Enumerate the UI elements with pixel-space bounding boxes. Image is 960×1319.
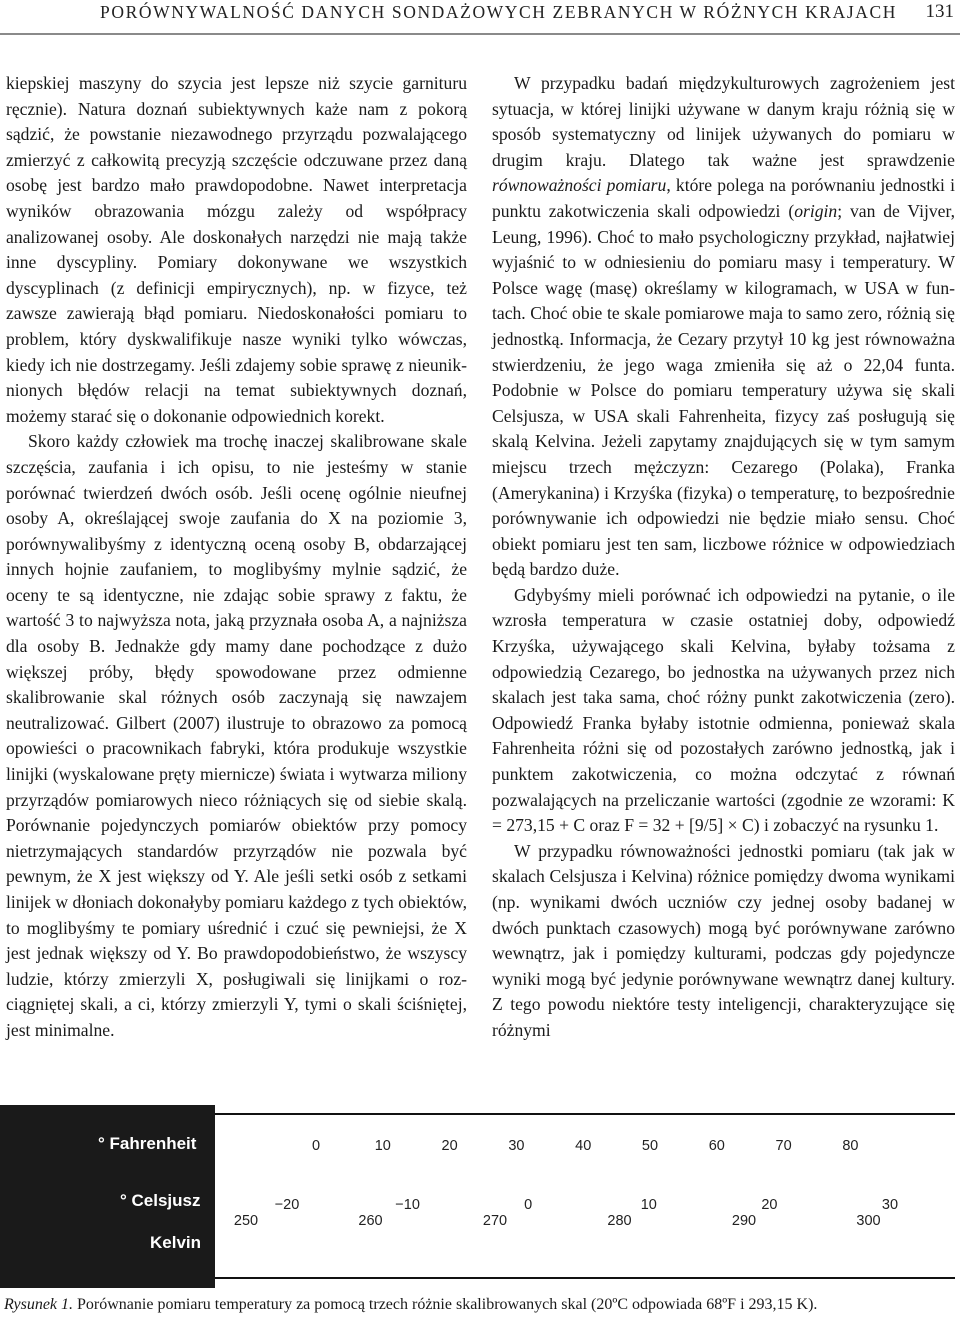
fahrenheit-tick-4: 40 [575, 1138, 592, 1154]
celsius-tick-4: 20 [761, 1197, 778, 1213]
right-p1-text-b: , które polega na porównaniu jednostki i punktu zakotwiczenia skali odpowiedzi ( [492, 175, 956, 221]
celsius-tick-2: 0 [524, 1197, 533, 1213]
header-title: PORÓWNYWALNOŚĆ DANYCH SONDAŻOWYCH ZEBRANYCH W RÓŻNYCH KRAJACH [100, 2, 897, 22]
right-p1-emphasis: równoważności pomiaru [492, 175, 667, 196]
right-paragraph-3: W przypadku równoważności jednostki pomiaru (tak jak w skalach Celsjusza i Kelvina) różnice pomiędzy dwoma wynikami (np. wynikami dwóch uczniów czy jednej osoby badanej w dwóch punktach czasowych) mogą być porównywane zarówno wewnątrz, jak i pomiędzy kulturami, podczas gdy pojedyncze wyniki mogą być jedynie porównywane wewnątrz danej kultury. Z tego powodu niektóre testy inteligencji, charakteryzujące się różnymi [492, 840, 955, 1040]
kelvin-ticks [234, 1213, 881, 1229]
right-p1-text-a: W przypadku badań międzykulturowych zagrożeniem jest sytuacja, w której linijki używane w danym kraju różnią się w sposób systematyczny od linijek używanych do pomiaru w drugim kraju. Dlatego tak ważne jest sprawdzenie [492, 73, 955, 170]
fahrenheit-tick-6: 60 [708, 1138, 725, 1154]
fahrenheit-tick-8: 80 [842, 1138, 859, 1154]
temperature-scales-svg [0, 1105, 960, 1290]
celsius-tick-0: −20 [274, 1197, 300, 1213]
kelvin-tick-1: 260 [358, 1213, 383, 1229]
fahrenheit-label: ° Fahrenheit [98, 1134, 197, 1153]
celsius-tick-3: 10 [640, 1197, 657, 1213]
right-paragraph-2: Gdybyśmy mieli porównać ich odpowiedzi na pytanie, o ile wzrosła temperatura w czasie ostatniej doby, odpowiedź Krzyśka, używającego skali Kelvina, byłaby tożsama z odpowiedzią Cezarego, bo jednostka na używanych przez nich skalach jest taka sama, choć różny punkt zakotwiczenia (zero). Odpowiedź Franka byłaby istotnie odmienna, ponieważ skala Fahrenheita różni się od pozostałych zarówno jednostką, jak i punktem zakotwiczenia, co można odczytać z równań pozwalających na przeliczanie wartości (zgodnie ze wzorami: K = 273,15 + C oraz F = 32 + [9/5] × C) i zobaczyć na rysunku 1. [492, 584, 955, 836]
celsius-tick-1: −10 [395, 1197, 420, 1213]
kelvin-tick-4: 290 [731, 1213, 757, 1229]
caption-label: Rysunek 1. [4, 1296, 74, 1313]
fahrenheit-tick-1: 10 [374, 1138, 391, 1154]
left-column [6, 71, 467, 1044]
kelvin-tick-3: 280 [607, 1213, 632, 1229]
page-number: 131 [925, 1, 954, 22]
kelvin-tick-0: 250 [233, 1213, 259, 1229]
left-paragraph-2: Skoro każdy człowiek ma trochę inaczej skalibrowane skale szczęścia, zaufania i ich opisu, to nie jesteśmy w stanie porównać twierdzeń dwóch osób. Jeśli ocenę ogólnie nieufnej osoby A, określającej swoje zaufania do X na poziomie 3, porównywalibyśmy z identyczną oceną osoby B, obdarzającej innych hojnie zaufaniem, to moglibyśmy mylnie sądzić, że oceny te są identyczne, nie zdając sobie sprawy z faktu, że wartość 3 to najwyższa nota, jaką przyznała osoba A, a najniższa dla osoby B. Jednakże gdy mamy dane pochodzące z dużo większej próby, błędy spowodowane przez odmienne skalibrowanie skal różnych osób zaczynają się nawzajem neutralizować. Gilbert (2007) ilustruje to obrazowo za pomocą opowieści o pracownikach fabryki, która produkuje wszystkie linijki (wyskalowane pręty miernicze) świata i wytwarza miliony przyrządów pomiarowych nieco różniących się od siebie skalą. Porównanie pojedynczych pomiarów obiektów przy pomocy nietrzymających standardów przyrządów nie pozwala być pewnym, że X jest większy od Y. Ale jeśli setki osób z setkami linijek w dłoniach dokonałyby pomiaru każdego z tych obiektów, to moglibyśmy te pomiary uśrednić i czuć się pewniejsi, że X jest jednak większy od Y. Bo prawdopodobieństwo, że wszyscy ludzie, którzy zmierzyli X, posługiwali się linijkami o rozciągniętej skali, a ci, którzy zmierzyli Y, tymi o skali ściśniętej, jest minimalne. [6, 431, 467, 1040]
kelvin-tick-5: 300 [856, 1213, 881, 1229]
fahrenheit-tick-5: 50 [641, 1138, 659, 1154]
header-rule [0, 33, 960, 35]
fahrenheit-tick-0: 0 [311, 1138, 321, 1154]
celsius-tick-5: 30 [881, 1197, 899, 1213]
celsius-label: ° Celsjusz [120, 1191, 201, 1210]
right-p1-origin: origin [794, 200, 838, 221]
kelvin-tick-2: 270 [482, 1213, 508, 1229]
right-p1-text-c: ; van de Vijver, Leung, 1996). Choć to mało psychologiczny przykład, najłatwiej wyjaśnić to w odniesieniu do pomiaru masy i temperatury. W Polsce wagę (masę) określamy w kilogramach, w USA w funtach. Choć obie te skale pomiarowe maja to samo zero, różnią się jednostką. Informacja, że Cezary przytył 10 kg jest równoważna stwierdzeniu, że jego waga zmieniła się aż o 22,04 funta. Podobnie w Polsce do pomiaru temperatury używa się skali Celsjusza, w USA skali Fahrenheita, fizycy zaś posługują się skalą Kelvina. Jeżeli zapytamy znajdujących się w tym samym miejscu trzech mężczyzn: Cezarego (Polaka), Franka (Amerykanina) i Krzyśka (fizyka) o temperaturę, to bezpośrednie porównywanie ich odpowiedzi nie będzie miało sensu. Choć obiekt pomiaru jest ten sam, liczbowe różnice w odpowiedziach będą bardzo duże. [492, 200, 956, 580]
figure-caption [4, 1296, 960, 1314]
right-paragraph-1 [492, 71, 955, 583]
celsius-ticks [275, 1197, 898, 1213]
fahrenheit-ticks [312, 1138, 859, 1154]
running-header [0, 0, 960, 34]
left-paragraph-1: kiepskiej maszyny do szycia jest lepsze niż szycie garnituru ręcznie). Natura doznań subiektywnych każe nam z pokorą sądzić, że powstanie niezawodnego przyrządu pozwalającego zmierzyć z całkowitą precyzją szczęście odczuwane przez daną osobę jest bardzo mało prawdopodobne. Nawet interpretacja wyników obrazowania mózgu zależy od współpracy analizowanej osoby. Ale doskonałych narzędzi nie mają także inne dyscypliny. Pomiary dokonywane we wszystkich dyscyplinach (z definicji empirycznych), np. w fizyce, też zawsze zawierają błąd pomiaru. Niedoskonałości pomiaru to problem, który dyskwalifikuje nasze wyniki tylko wówczas, kiedy ich nie dostrzegamy. Jeśli zdajemy sobie sprawę z nieuniknionych błędów relacji na temat subiektywnych doznań, możemy starać się o dokonanie odpowiednich korekt. [6, 73, 467, 426]
kelvin-label: Kelvin [150, 1233, 202, 1252]
fahrenheit-tick-7: 70 [775, 1138, 792, 1154]
fahrenheit-tick-3: 30 [508, 1138, 525, 1154]
figure-temperature-scales [0, 1105, 960, 1290]
caption-text: Porównanie pomiaru temperatury za pomocą trzech różnie skalibrowanych skal (20ºC odpowiada 68ºF i 293,15 K). [73, 1296, 818, 1313]
fahrenheit-tick-2: 20 [441, 1138, 458, 1154]
right-column [492, 71, 955, 1044]
